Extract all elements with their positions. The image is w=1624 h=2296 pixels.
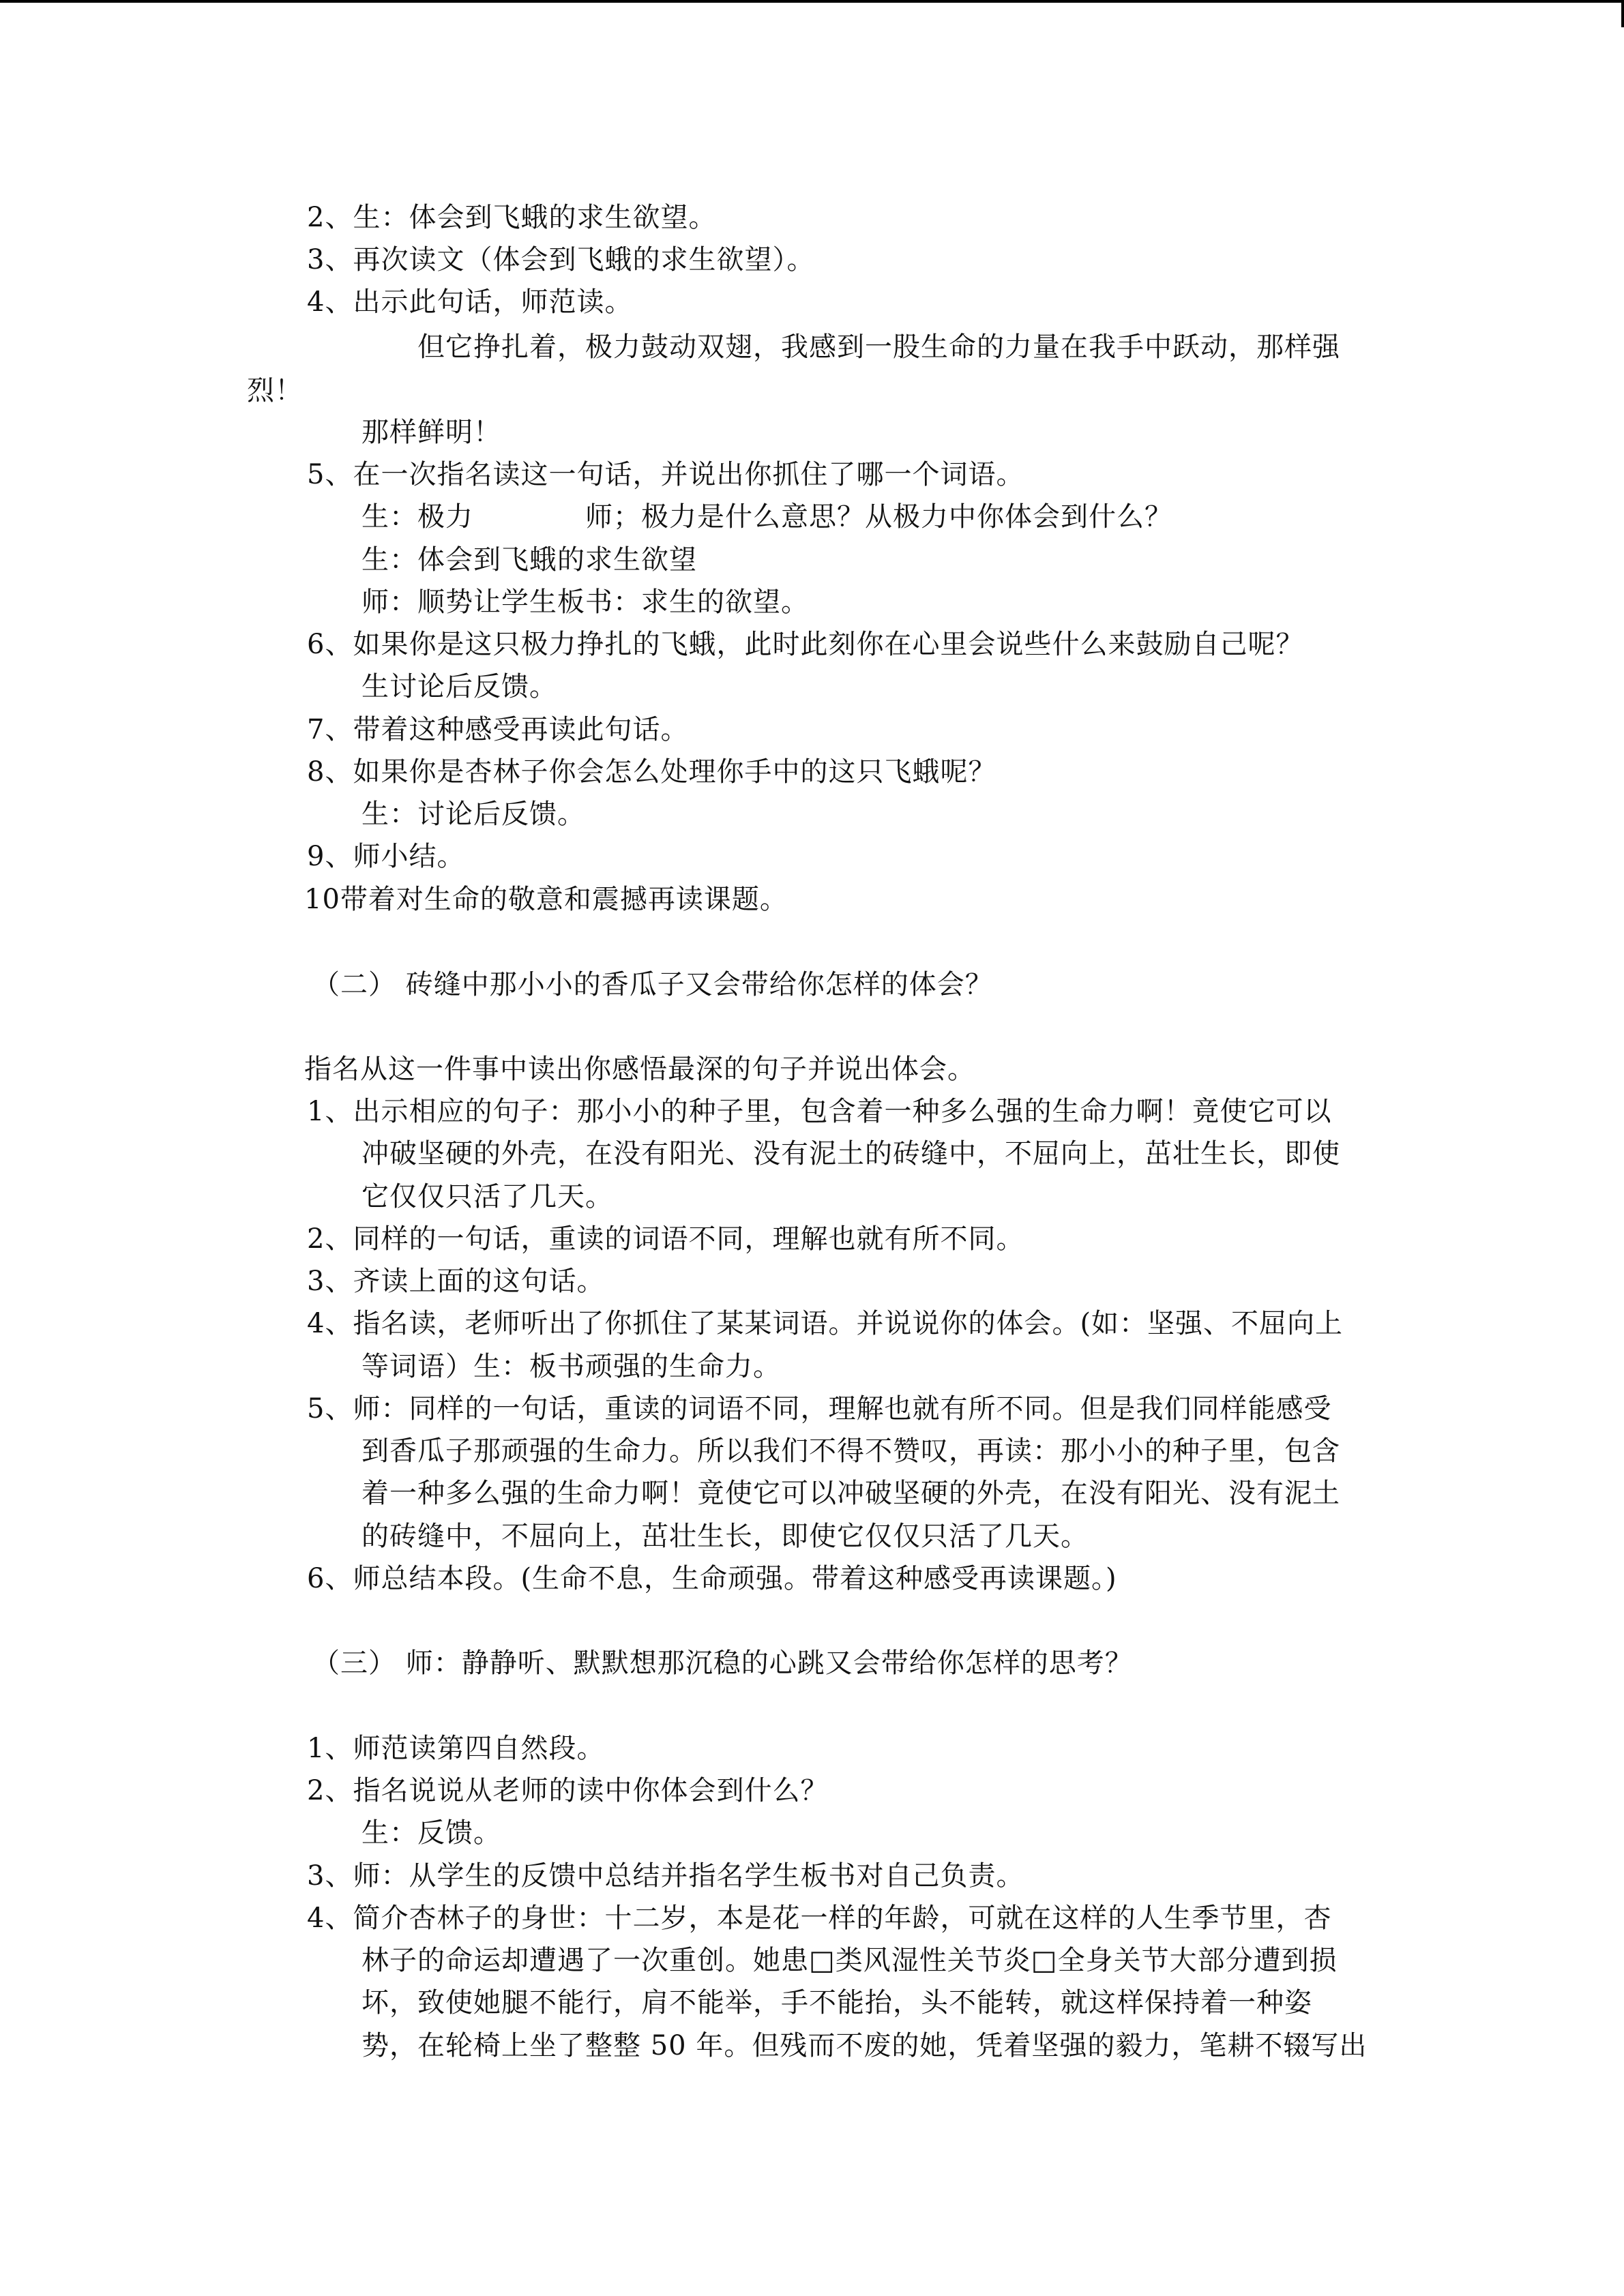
- text-line: 10带着对生命的敬意和震撼再读课题。: [304, 884, 788, 915]
- text-line: 5、在一次指名读这一句话，并说出你抓住了哪一个词语。: [307, 459, 1024, 490]
- text-line: 2、指名说说从老师的读中你体会到什么？: [307, 1775, 829, 1806]
- text-line: 师：顺势让学生板书：求生的欲望。: [361, 586, 809, 618]
- text-line: 生：极力 师；极力是什么意思？从极力中你体会到什么？: [361, 501, 1172, 533]
- text-line: 2、生：体会到飞蛾的求生欲望。: [307, 202, 717, 233]
- text-line: 到香瓜子那顽强的生命力。所以我们不得不赞叹，再读：那小小的种子里，包含: [361, 1435, 1340, 1467]
- text-line: 冲破坚硬的外壳，在没有阳光、没有泥土的砖缝中，不屈向上，茁壮生长，即使: [361, 1138, 1340, 1169]
- text-line: 7、带着这种感受再读此句话。: [307, 714, 689, 745]
- text-line: 林子的命运却遭遇了一次重创。她患□类风湿性关节炎□全身关节大部分遭到损: [361, 1945, 1338, 1976]
- text-line: 6、如果你是这只极力挣扎的飞蛾，此时此刻你在心里会说些什么来鼓励自己呢？: [307, 629, 1304, 660]
- text-line: 1、师范读第四自然段。: [307, 1733, 605, 1764]
- text-line: 生讨论后反馈。: [361, 671, 557, 702]
- text-line: 6、师总结本段。(生命不息，生命顽强。带着这种感受再读课题。): [307, 1563, 1117, 1594]
- text-line: 生：反馈。: [361, 1817, 501, 1849]
- text-line: 着一种多么强的生命力啊！竟使它可以冲破坚硬的外壳，在没有阳光、没有泥土: [361, 1478, 1340, 1509]
- page-top-border: [0, 0, 1624, 3]
- page-corner-border: [1621, 0, 1624, 27]
- text-line: 3、师：从学生的反馈中总结并指名学生板书对自己负责。: [307, 1860, 1024, 1892]
- text-line: 1、出示相应的句子：那小小的种子里，包含着一种多么强的生命力啊！竟使它可以: [307, 1096, 1332, 1127]
- text-line: 指名从这一件事中读出你感悟最深的句子并说出体会。: [304, 1054, 975, 1085]
- text-line: 8、如果你是杏林子你会怎么处理你手中的这只飞蛾呢？: [307, 756, 996, 788]
- text-line: 3、齐读上面的这句话。: [307, 1266, 605, 1297]
- text-line: 4、指名读，老师听出了你抓住了某某词语。并说说你的体会。(如：坚强、不屈向上: [307, 1308, 1344, 1339]
- text-line: 那样鲜明！: [361, 417, 501, 448]
- text-line: 9、师小结。: [307, 841, 465, 872]
- text-line: 但它挣扎着，极力鼓动双翅，我感到一股生命的力量在我手中跃动，那样强: [417, 331, 1340, 363]
- text-line: 生：讨论后反馈。: [361, 799, 585, 830]
- text-line: 生：体会到飞蛾的求生欲望: [361, 544, 697, 576]
- text-line: 4、简介杏林子的身世：十二岁，本是花一样的年龄，可就在这样的人生季节里，杏: [307, 1903, 1332, 1934]
- text-line: 等词语）生：板书顽强的生命力。: [361, 1351, 781, 1382]
- section-heading: （二） 砖缝中那小小的香瓜子又会带给你怎样的体会？: [312, 969, 993, 1000]
- text-line: 势，在轮椅上坐了整整 50 年。但残而不废的她，凭着坚强的毅力，笔耕不辍写出: [361, 2030, 1368, 2061]
- text-line: 它仅仅只活了几天。: [361, 1181, 613, 1212]
- text-line: 5、师：同样的一句话，重读的词语不同，理解也就有所不同。但是我们同样能感受: [307, 1393, 1332, 1425]
- section-heading: （三） 师：静静听、默默想那沉稳的心跳又会带给你怎样的思考？: [312, 1648, 1133, 1679]
- text-line: 2、同样的一句话，重读的词语不同，理解也就有所不同。: [307, 1223, 1024, 1255]
- text-line: 3、再次读文（体会到飞蛾的求生欲望）。: [307, 244, 815, 275]
- text-line: 4、出示此句话，师范读。: [307, 286, 633, 318]
- text-line: 的砖缝中，不屈向上，茁壮生长，即使它仅仅只活了几天。: [361, 1521, 1089, 1552]
- text-line: 坏，致使她腿不能行，肩不能举，手不能抬，头不能转，就这样保持着一种姿: [361, 1987, 1312, 2018]
- text-line: 烈！: [247, 375, 303, 406]
